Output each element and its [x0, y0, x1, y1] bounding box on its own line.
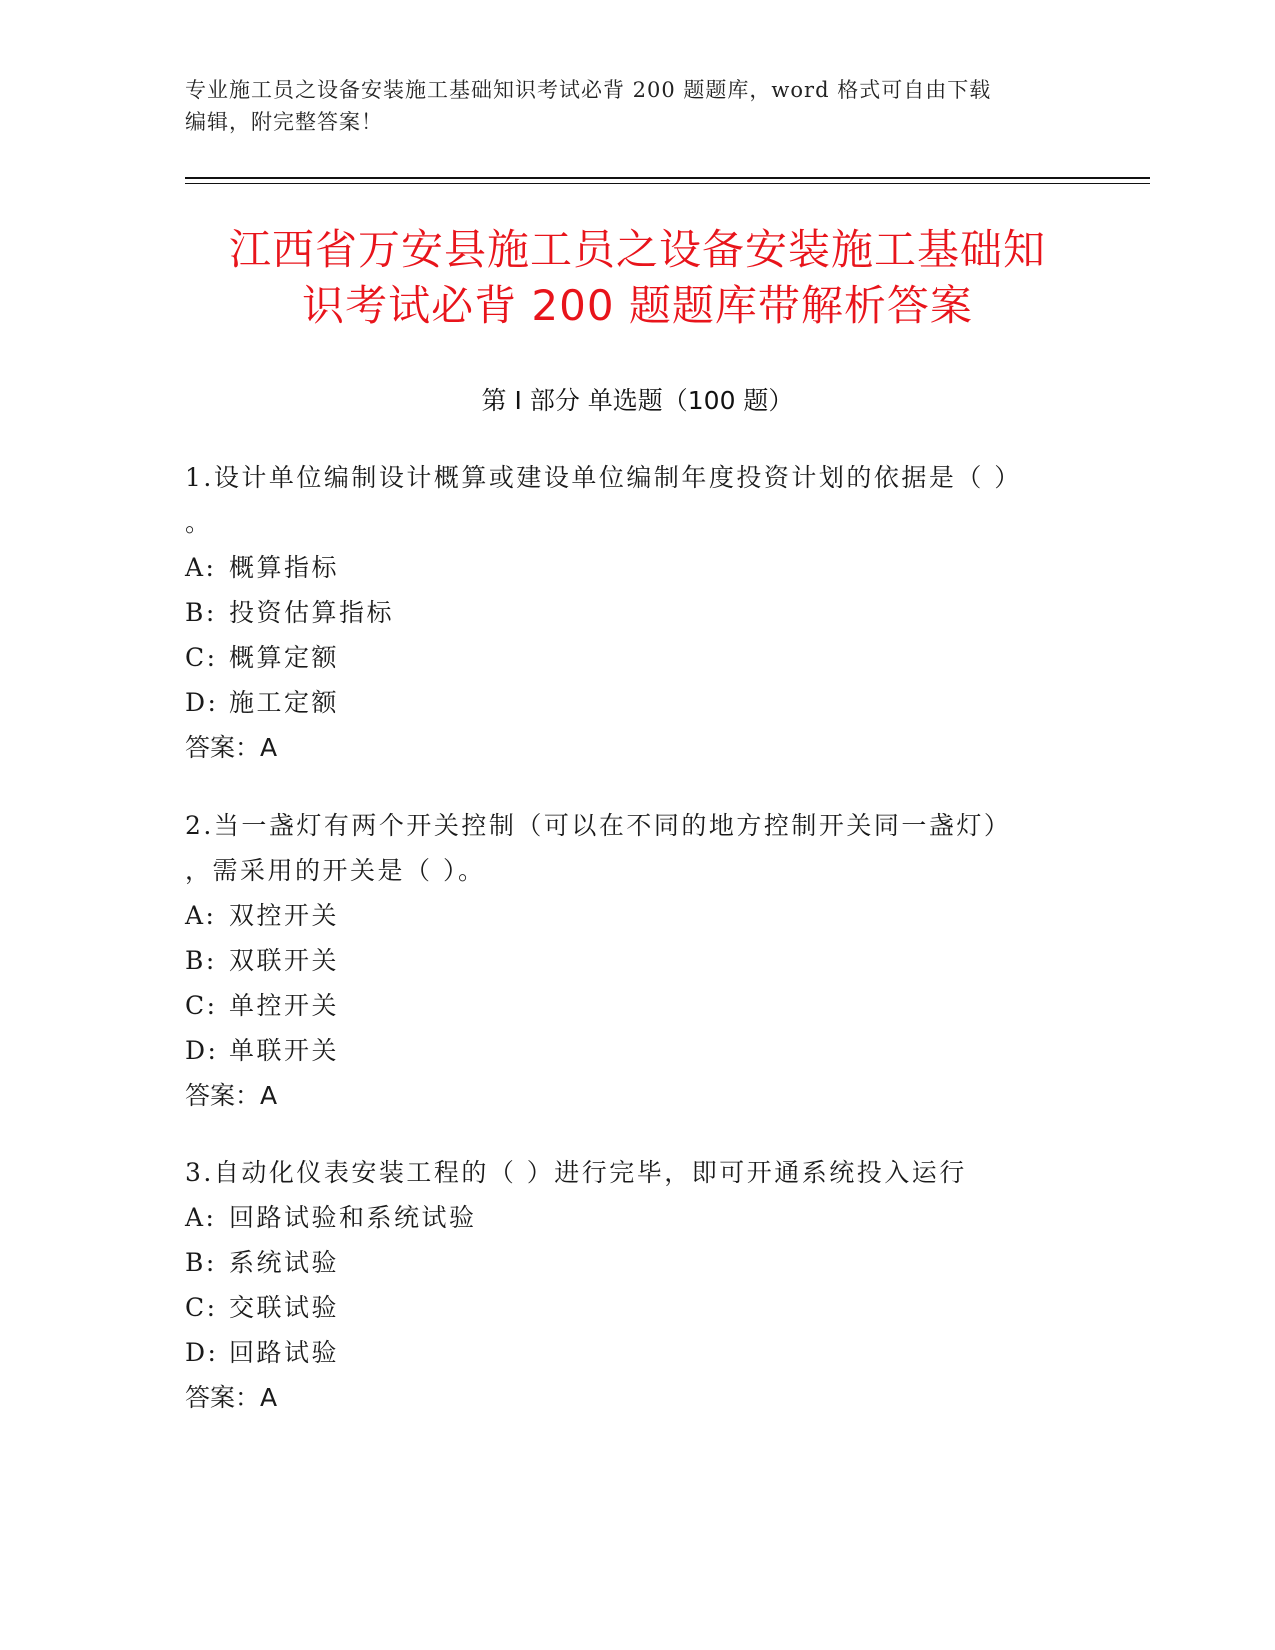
option-b — [185, 938, 1065, 983]
header-note-line-1: 专业施工员之设备安装施工基础知识考试必背 200 题题库，word 格式可自由下载 — [185, 78, 992, 102]
option-letter: C: — [185, 643, 218, 672]
option-text: 施工定额 — [229, 688, 340, 717]
header-note — [185, 74, 1065, 138]
header-note-line-2: 编辑，附完整答案！ — [185, 110, 383, 134]
option-c — [185, 1285, 1065, 1330]
option-letter: D: — [185, 1036, 219, 1065]
option-text: 单控开关 — [229, 991, 340, 1020]
option-letter: A: — [185, 553, 217, 582]
document-title-line-1: 江西省万安县施工员之设备安装施工基础知 — [228, 225, 1046, 274]
header-divider-thin — [185, 183, 1150, 184]
option-d — [185, 680, 1065, 725]
option-b — [185, 1240, 1065, 1285]
option-text: 双联开关 — [229, 946, 340, 975]
document-title — [150, 222, 1125, 334]
option-text: 概算指标 — [229, 553, 340, 582]
option-d — [185, 1028, 1065, 1073]
option-c — [185, 635, 1065, 680]
answer: 答案：A — [185, 1383, 278, 1412]
option-text: 单联开关 — [229, 1036, 340, 1065]
header-divider-thick — [185, 177, 1150, 179]
option-d — [185, 1330, 1065, 1375]
option-text: 回路试验和系统试验 — [229, 1203, 477, 1232]
question-3 — [185, 1150, 1065, 1420]
answer: 答案：A — [185, 733, 278, 762]
option-text: 系统试验 — [229, 1248, 340, 1277]
question-stem-line-2: ，需采用的开关是（ ）。 — [185, 856, 486, 885]
option-a — [185, 893, 1065, 938]
section-heading: 第 I 部分 单选题（100 题） — [481, 386, 794, 415]
option-letter: B: — [185, 598, 217, 627]
option-letter: B: — [185, 1248, 217, 1277]
question-stem-line-2: 。 — [185, 508, 213, 537]
option-b — [185, 590, 1065, 635]
option-letter: C: — [185, 1293, 218, 1322]
option-letter: B: — [185, 946, 217, 975]
option-text: 投资估算指标 — [229, 598, 395, 627]
option-c — [185, 983, 1065, 1028]
option-text: 概算定额 — [229, 643, 340, 672]
option-a — [185, 545, 1065, 590]
question-stem-line-1: 1.设计单位编制设计概算或建设单位编制年度投资计划的依据是（ ） — [185, 463, 1022, 492]
option-letter: A: — [185, 1203, 217, 1232]
question-2 — [185, 803, 1065, 1118]
question-stem-line-1: 3.自动化仪表安装工程的（ ）进行完毕，即可开通系统投入运行 — [185, 1158, 967, 1187]
option-text: 双控开关 — [229, 901, 340, 930]
answer: 答案：A — [185, 1081, 278, 1110]
option-letter: A: — [185, 901, 217, 930]
option-letter: D: — [185, 688, 219, 717]
question-stem-line-1: 2.当一盏灯有两个开关控制（可以在不同的地方控制开关同一盏灯） — [185, 811, 1012, 840]
document-title-line-2: 识考试必背 200 题题库带解析答案 — [302, 281, 973, 330]
option-letter: C: — [185, 991, 218, 1020]
option-text: 回路试验 — [229, 1338, 340, 1367]
option-a — [185, 1195, 1065, 1240]
option-letter: D: — [185, 1338, 219, 1367]
question-1 — [185, 455, 1065, 770]
option-text: 交联试验 — [229, 1293, 340, 1322]
